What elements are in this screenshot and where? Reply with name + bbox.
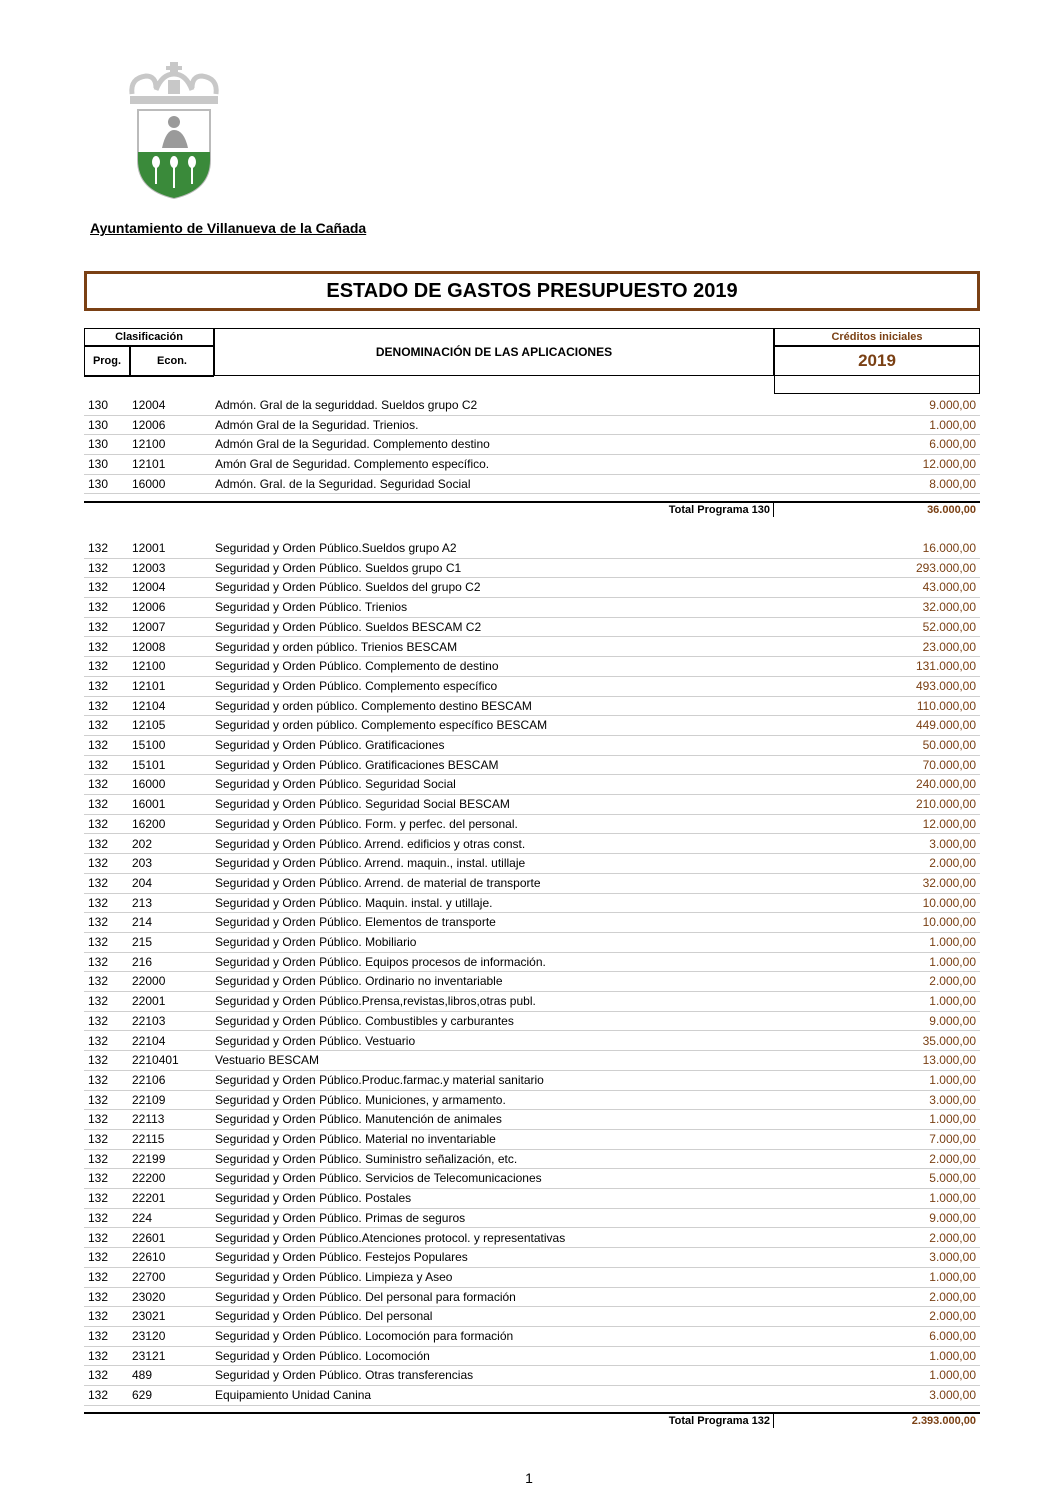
table-row [84,677,980,697]
econ-code: 22201 [132,1191,166,1206]
amount: 9.000,00 [929,1013,976,1028]
econ-code: 12100 [132,437,166,452]
prog-header: Prog. [84,346,130,376]
table-row [84,1248,980,1268]
description: Equipamiento Unidad Canina [215,1388,372,1403]
amount: 210.000,00 [915,797,976,812]
page-title: ESTADO DE GASTOS PRESUPUESTO 2019 [326,279,738,302]
prog-code: 132 [88,678,109,693]
econ-code: 22000 [132,974,166,989]
econ-code: 213 [132,895,153,910]
amount: 2.000,00 [929,1289,976,1304]
description: Seguridad y Orden Público.Prensa,revistas,libros,otras publ. [215,994,536,1009]
econ-code: 22106 [132,1072,166,1087]
econ-code: 224 [132,1210,153,1225]
prog-code: 132 [88,1230,109,1245]
prog-code: 130 [88,457,109,472]
econ-header: Econ. [130,346,214,376]
amount: 23.000,00 [922,639,976,654]
table-row [84,894,980,914]
amount: 6.000,00 [929,1329,976,1343]
description: Seguridad y Orden Público. Complemento de destino [215,659,499,674]
table-row [84,874,980,894]
description: Amón Gral de Seguridad. Complemento específico. [215,457,490,472]
econ-code: 216 [132,954,153,969]
description: Seguridad y orden público. Trienios BESCAM [215,639,458,654]
prog-code: 132 [88,738,109,752]
description: Seguridad y Orden Público. Locomoción para formación [215,1329,514,1343]
description: Seguridad y Orden Público.Produc.farmac.y material sanitario [215,1072,544,1087]
header-spacer [84,376,214,394]
prog-code: 130 [88,398,109,412]
econ-code: 22104 [132,1033,166,1048]
amount: 70.000,00 [922,757,976,772]
table-row [84,1130,980,1150]
total-label: Total Programa 132 [668,1414,770,1427]
econ-code: 22109 [132,1092,166,1107]
description: Seguridad y Orden Público. Sueldos BESCAM C2 [215,619,482,634]
total-amount: 2.393.000,00 [911,1414,976,1427]
prog-code: 132 [88,1072,109,1087]
econ-code: 22700 [132,1269,166,1284]
prog-code: 132 [88,1171,109,1186]
prog-code: 132 [88,836,109,851]
description: Seguridad y Orden Público. Gratificaciones BESCAM [215,757,499,772]
econ-code: 215 [132,935,153,949]
prog-code: 132 [88,1151,109,1166]
table-row [84,1150,980,1170]
description: Seguridad y Orden Público. Locomoción [215,1348,430,1363]
description: Seguridad y Orden Público. Complemento específico [215,678,498,693]
table-row [84,455,980,475]
econ-code: 16000 [132,476,166,491]
table-row [84,854,980,874]
creditos-header: Créditos iniciales [774,328,980,346]
table-row [84,1366,980,1386]
prog-code: 132 [88,915,109,930]
description: Admón Gral de la Seguridad. Complemento destino [215,437,490,452]
econ-code: 12006 [132,600,166,615]
econ-code: 15101 [132,757,166,772]
amount: 32.000,00 [922,875,976,890]
prog-code: 132 [88,777,109,792]
amount: 1.000,00 [929,994,976,1009]
econ-code: 23120 [132,1329,166,1343]
amount: 449.000,00 [915,718,976,733]
prog-code: 132 [88,1092,109,1107]
amount: 1.000,00 [929,935,976,949]
econ-code: 12001 [132,541,166,555]
amount: 110.000,00 [916,698,976,713]
table-row [84,396,980,416]
table-row [84,1110,980,1130]
econ-code: 16200 [132,816,166,831]
column-separator [773,1414,774,1428]
table-row [84,1189,980,1209]
table-row [84,697,980,717]
table-header [84,328,980,376]
prog-code: 132 [88,1309,109,1324]
prog-code: 132 [88,954,109,969]
amount: 2.000,00 [929,1151,976,1166]
description: Seguridad y Orden Público. Maquin. instal. y utillaje. [215,895,493,910]
econ-code: 22115 [132,1132,165,1146]
description: Seguridad y Orden Público. Municiones, y armamento. [215,1092,506,1107]
total-amount: 36.000,00 [927,503,976,516]
prog-code: 132 [88,994,109,1009]
amount: 5.000,00 [929,1171,976,1186]
prog-code: 132 [88,1388,109,1403]
table-row [84,1268,980,1288]
table-row [84,1091,980,1111]
amount: 32.000,00 [922,600,976,615]
table-row [84,1229,980,1249]
prog-code: 132 [88,639,109,654]
table-row [84,539,980,559]
table-row [84,1327,980,1347]
amount: 2.000,00 [929,856,976,871]
table-row [84,416,980,436]
column-separator [773,503,774,517]
prog-code: 132 [88,1053,109,1068]
amount: 1.000,00 [929,954,976,969]
description: Seguridad y Orden Público. Sueldos grupo C1 [215,560,462,575]
amount: 12.000,00 [922,816,976,831]
econ-code: 12004 [132,580,166,595]
amount: 3.000,00 [929,1092,976,1107]
description: Seguridad y Orden Público.Sueldos grupo A2 [215,541,457,555]
table-row [84,618,980,638]
econ-code: 23121 [132,1348,166,1363]
prog-code: 132 [88,875,109,890]
program-total-row [84,1412,980,1428]
denominacion-header: DENOMINACIÓN DE LAS APLICACIONES [214,328,774,376]
table-row [84,475,980,495]
econ-code: 22001 [132,994,166,1009]
econ-code: 15100 [132,738,166,752]
econ-code: 203 [132,856,153,871]
description: Seguridad y Orden Público. Trienios [215,600,408,615]
econ-code: 22601 [132,1230,166,1245]
table-row [84,815,980,835]
prog-code: 132 [88,816,109,831]
amount: 16.000,00 [922,541,976,555]
description: Vestuario BESCAM [215,1053,320,1068]
table-row [84,435,980,455]
table-row [84,1012,980,1032]
econ-code: 16001 [132,797,166,812]
prog-code: 130 [88,476,109,491]
econ-code: 16000 [132,777,166,792]
prog-code: 132 [88,1329,109,1343]
econ-code: 12003 [132,560,166,575]
table-row [84,795,980,815]
amount: 8.000,00 [929,476,976,491]
econ-code: 23021 [132,1309,166,1324]
econ-code: 22103 [132,1013,166,1028]
prog-code: 132 [88,1348,109,1363]
prog-code: 132 [88,1250,109,1265]
prog-code: 132 [88,757,109,772]
econ-code: 23020 [132,1289,166,1304]
description: Seguridad y Orden Público. Ordinario no inventariable [215,974,503,989]
econ-code: 489 [132,1368,153,1383]
amount: 9.000,00 [929,398,976,412]
table-row [84,1071,980,1091]
prog-code: 132 [88,856,109,871]
description: Seguridad y Orden Público. Elementos de transporte [215,915,496,930]
description: Seguridad y Orden Público. Equipos procesos de información. [215,954,546,969]
prog-code: 132 [88,659,109,674]
amount: 493.000,00 [915,678,976,693]
table-row [84,992,980,1012]
table-row [84,1288,980,1308]
amount: 6.000,00 [929,437,976,452]
year-header: 2019 [774,346,980,376]
econ-code: 204 [132,875,153,890]
amount: 1.000,00 [929,1348,976,1363]
prog-code: 132 [88,1210,109,1225]
prog-code: 132 [88,718,109,733]
page-number: 1 [525,1470,533,1486]
prog-code: 132 [88,1368,109,1383]
amount: 3.000,00 [929,1250,976,1265]
description: Seguridad y Orden Público. Arrend. edificios y otras const. [215,836,526,851]
prog-code: 132 [88,560,109,575]
amount: 2.000,00 [929,1309,976,1324]
table-row [84,578,980,598]
clasificacion-header: Clasificación [84,328,214,346]
econ-code: 12100 [132,659,166,674]
amount: 1.000,00 [929,1368,976,1383]
description: Seguridad y Orden Público. Suministro señalización, etc. [215,1151,518,1166]
table-row [84,1307,980,1327]
table-row [84,1386,980,1406]
description: Seguridad y orden público. Complemento específico BESCAM [215,718,548,733]
description: Seguridad y Orden Público. Vestuario [215,1033,416,1048]
prog-code: 132 [88,935,109,949]
econ-code: 22113 [132,1112,165,1127]
prog-code: 130 [88,417,109,432]
econ-code: 202 [132,836,153,851]
amount: 1.000,00 [929,1112,976,1127]
table-row [84,775,980,795]
amount: 52.000,00 [922,619,976,634]
page-title-box [84,271,980,311]
description: Seguridad y Orden Público. Arrend. de material de transporte [215,875,541,890]
econ-code: 12006 [132,417,166,432]
description: Seguridad y Orden Público. Manutención de animales [215,1112,502,1127]
amount: 131.000,00 [915,659,976,674]
table-row [84,716,980,736]
econ-code: 22200 [132,1171,166,1186]
econ-code: 12004 [132,398,166,412]
amount: 3.000,00 [929,1388,976,1403]
prog-code: 132 [88,619,109,634]
econ-code: 22610 [132,1250,166,1265]
amount: 35.000,00 [922,1033,976,1048]
table-row [84,657,980,677]
amount: 1.000,00 [929,1072,976,1087]
amount: 12.000,00 [922,457,976,472]
table-row [84,913,980,933]
table-row [84,933,980,953]
description: Seguridad y Orden Público. Primas de seguros [215,1210,466,1225]
description: Seguridad y Orden Público. Mobiliario [215,935,417,949]
description: Seguridad y Orden Público. Arrend. maquin., instal. utillaje [215,856,526,871]
prog-code: 132 [88,1191,109,1206]
table-row [84,756,980,776]
amount: 43.000,00 [922,580,976,595]
organization-name: Ayuntamiento de Villanueva de la Cañada [90,220,367,236]
econ-code: 214 [132,915,153,930]
econ-code: 12007 [132,619,166,634]
prog-code: 132 [88,1132,109,1146]
table-row [84,598,980,618]
amount: 9.000,00 [929,1210,976,1225]
amount: 10.000,00 [922,915,976,930]
description: Seguridad y Orden Público. Servicios de Telecomunicaciones [215,1171,542,1186]
table-row [84,1347,980,1367]
prog-code: 132 [88,895,109,910]
description: Seguridad y Orden Público. Form. y perfec. del personal. [215,816,518,831]
amount: 10.000,00 [922,895,976,910]
description: Seguridad y Orden Público. Limpieza y Aseo [215,1269,453,1284]
econ-code: 12008 [132,639,166,654]
table-row [84,953,980,973]
econ-code: 12105 [132,718,166,733]
table-row [84,638,980,658]
prog-code: 132 [88,1013,109,1028]
program-total-row [84,501,980,517]
table-row [84,972,980,992]
table-row [84,835,980,855]
description: Admón. Gral. de la Seguridad. Seguridad Social [215,476,471,491]
municipal-crest-logo [126,60,222,200]
description: Seguridad y Orden Público.Atenciones protocol. y representativas [215,1230,566,1245]
amount: 240.000,00 [915,777,976,792]
description: Seguridad y orden público. Complemento destino BESCAM [215,698,532,713]
prog-code: 132 [88,1269,109,1284]
description: Seguridad y Orden Público. Otras transferencias [215,1368,474,1383]
prog-code: 132 [88,797,109,812]
description: Seguridad y Orden Público. Combustibles y carburantes [215,1013,514,1028]
amount: 1.000,00 [929,417,976,432]
description: Seguridad y Orden Público. Del personal [215,1309,433,1324]
econ-code: 12101 [132,678,166,693]
econ-code: 2210401 [132,1053,179,1068]
amount: 1.000,00 [929,1191,976,1206]
total-label: Total Programa 130 [668,503,770,516]
description: Seguridad y Orden Público. Seguridad Social BESCAM [215,797,510,812]
description: Seguridad y Orden Público. Gratificaciones [215,738,445,752]
econ-code: 12101 [132,457,166,472]
prog-code: 132 [88,600,109,615]
description: Admón. Gral de la seguriddad. Sueldos grupo C2 [215,398,478,412]
table-row [84,559,980,579]
prog-code: 132 [88,1112,109,1127]
amount: 13.000,00 [922,1053,976,1068]
amount: 293.000,00 [915,560,976,575]
prog-code: 132 [88,1289,109,1304]
amount: 1.000,00 [929,1269,976,1284]
table-row [84,1051,980,1071]
prog-code: 132 [88,698,109,713]
description: Seguridad y Orden Público. Seguridad Social [215,777,456,792]
prog-code: 132 [88,580,109,595]
table-row [84,736,980,756]
description: Seguridad y Orden Público. Festejos Populares [215,1250,468,1265]
description: Seguridad y Orden Público. Del personal para formación [215,1289,516,1304]
amount: 2.000,00 [929,1230,976,1245]
description: Seguridad y Orden Público. Material no inventariable [215,1132,496,1146]
econ-code: 629 [132,1388,153,1403]
table-row [84,1209,980,1229]
econ-code: 22199 [132,1151,166,1166]
prog-code: 132 [88,541,109,555]
amount: 2.000,00 [929,974,976,989]
prog-code: 132 [88,1033,109,1048]
amount: 7.000,00 [929,1132,976,1146]
description: Seguridad y Orden Público. Sueldos del grupo C2 [215,580,481,595]
amount: 3.000,00 [929,836,976,851]
table-row [84,1169,980,1189]
description: Seguridad y Orden Público. Postales [215,1191,412,1206]
amount: 50.000,00 [922,738,976,752]
prog-code: 130 [88,437,109,452]
table-row [84,1032,980,1052]
description: Admón Gral de la Seguridad. Trienios. [215,417,419,432]
prog-code: 132 [88,974,109,989]
amount-column-spacer [774,376,980,394]
econ-code: 12104 [132,698,166,713]
